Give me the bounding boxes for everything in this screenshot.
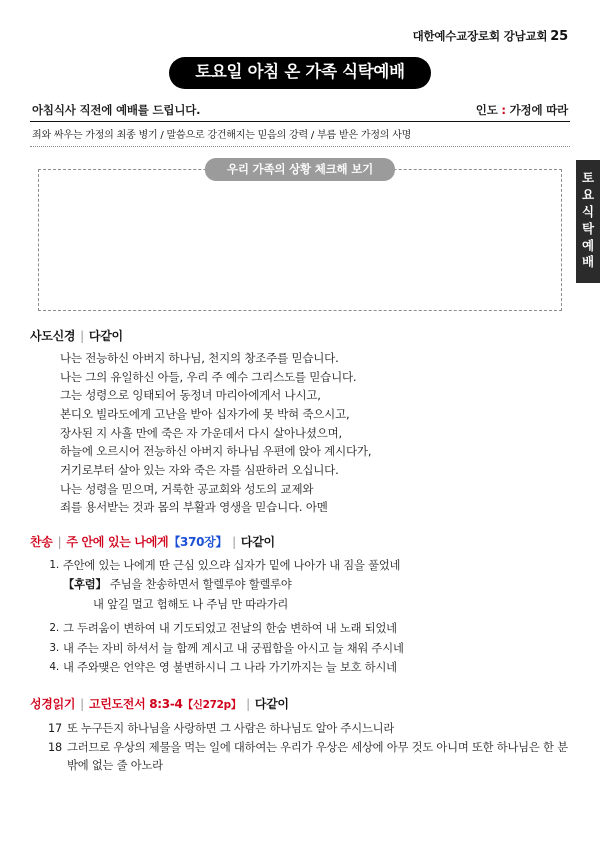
family-check-writing-area[interactable] bbox=[38, 169, 562, 311]
creed-line: 나는 그의 유일하신 아들, 우리 주 예수 그리스도를 믿습니다. bbox=[60, 369, 357, 384]
scripture-divider-2: | bbox=[246, 696, 250, 711]
scripture-verse-number: 17 bbox=[48, 721, 62, 735]
scripture-verse-number: 18 bbox=[48, 740, 62, 754]
creed-body bbox=[60, 349, 570, 517]
subtitle-row bbox=[30, 102, 570, 118]
title-row bbox=[30, 57, 570, 89]
creed-line: 죄를 용서받는 것과 몸의 부활과 영생을 믿습니다. 아멘 bbox=[60, 500, 328, 515]
hymn-refrain-label: 【후렴】 bbox=[63, 578, 107, 592]
creed-divider: | bbox=[80, 329, 84, 344]
hymn-verse-number: 3. bbox=[49, 641, 59, 654]
hymn-song-title: 주 안에 있는 나에게 bbox=[66, 534, 169, 549]
side-tab-saturday-table-worship bbox=[576, 160, 600, 283]
hymn-verse-text: 그 두려움이 변하여 내 기도되었고 전날의 한숨 변하여 내 노래 되었네 bbox=[63, 622, 397, 636]
creed-line: 하늘에 오르시어 전능하신 아버지 하나님 우편에 앉아 계시다가, bbox=[60, 444, 372, 459]
scripture-section bbox=[30, 695, 570, 775]
scripture-verse bbox=[44, 739, 570, 775]
scripture-verse-text: 그러므로 우상의 제물을 먹는 일에 대하여는 우리가 우상은 세상에 아무 것도 아니며 또한 하나님은 한 분밖에 없는 줄 아노라 bbox=[67, 740, 568, 772]
hymn-number: 【370장】 bbox=[168, 534, 228, 549]
hymn-verse-text: 내 주는 자비 하셔서 늘 함께 계시고 내 궁핍함을 아시고 늘 채워 주시네 bbox=[63, 641, 404, 655]
leader-value: 가정에 따라 bbox=[509, 103, 568, 118]
scripture-label: 성경읽기 bbox=[30, 696, 76, 711]
scripture-verse-text: 또 누구든지 하나님을 사랑하면 그 사람은 하나님도 알아 주시느니라 bbox=[67, 721, 395, 735]
instruction-text: 아침식사 직전에 예배를 드립니다. bbox=[32, 103, 201, 118]
creed-line: 그는 성령으로 잉태되어 동정녀 마리아에게서 나시고, bbox=[60, 388, 321, 403]
creed-title: 사도신경 bbox=[30, 329, 76, 344]
leader-colon-icon: : bbox=[497, 103, 510, 118]
creed-line: 본디오 빌라도에게 고난을 받아 십자가에 못 박혀 죽으시고, bbox=[60, 407, 350, 422]
page-number: 25 bbox=[550, 29, 568, 44]
leader-label: 인도 bbox=[475, 103, 498, 118]
leader-info bbox=[476, 102, 568, 118]
hymn-section bbox=[30, 533, 570, 677]
hymn-verse-text: 내 주와맺은 언약은 영 불변하시니 그 나라 가기까지는 늘 보호 하시네 bbox=[63, 661, 397, 675]
hymn-verse-text: 주안에 있는 나에게 딴 근심 있으랴 십자가 밑에 나아가 내 짐을 풀었네 bbox=[63, 558, 401, 572]
creed-line: 나는 전능하신 아버지 하나님, 천지의 창조주를 믿습니다. bbox=[60, 351, 339, 366]
hymn-refrain-text-1: 주님을 찬송하면서 할렐루야 할렐루야 bbox=[110, 578, 292, 592]
scripture-divider-1: | bbox=[80, 696, 84, 711]
hymn-refrain bbox=[63, 576, 570, 613]
side-tab-char-2: 식 bbox=[581, 203, 595, 219]
hymn-verse-number: 2. bbox=[49, 622, 59, 635]
creed-section bbox=[30, 327, 570, 517]
creed-heading bbox=[30, 327, 570, 344]
scripture-participant: 다같이 bbox=[254, 696, 289, 711]
hymn-verse-number: 4. bbox=[49, 661, 59, 674]
side-tab-char-1: 요 bbox=[581, 186, 595, 202]
creed-participant: 다같이 bbox=[88, 329, 123, 344]
church-name: 대한예수교장로회 강남교회 bbox=[412, 29, 548, 43]
creed-line: 나는 성령을 믿으며, 거룩한 공교회와 성도의 교제와 bbox=[60, 481, 314, 496]
hymn-title-label: 찬송 bbox=[30, 534, 53, 549]
theme-strip: 죄와 싸우는 가정의 최종 병기 / 말씀으로 강건해지는 믿음의 강력 / 부름 받은 가정의 사명 bbox=[30, 121, 570, 147]
hymn-refrain-line-2: 내 앞길 멀고 험해도 나 주님 만 따라가리 bbox=[93, 597, 289, 611]
hymn-verse bbox=[44, 640, 570, 658]
scripture-hymnal-page-ref: 【신272p】 bbox=[182, 698, 242, 711]
side-tab-char-4: 예 bbox=[581, 237, 595, 253]
hymn-divider-2: | bbox=[232, 534, 236, 549]
hymn-refrain-line-1 bbox=[63, 576, 570, 594]
page-header bbox=[30, 28, 568, 44]
page-title: 토요일 아침 온 가족 식탁예배 bbox=[169, 57, 430, 89]
hymn-heading bbox=[30, 533, 570, 550]
scripture-verse bbox=[44, 720, 570, 738]
side-tab-char-0: 토 bbox=[581, 170, 595, 185]
scripture-reference: 고린도전서 8:3-4 bbox=[88, 696, 183, 711]
hymn-participant: 다같이 bbox=[240, 534, 275, 549]
creed-line: 거기로부터 살아 있는 자와 죽은 자를 심판하러 오십니다. bbox=[60, 462, 339, 477]
hymn-verse-number: 1. bbox=[49, 558, 59, 571]
hymn-verse bbox=[44, 659, 570, 677]
hymn-verse bbox=[44, 557, 570, 575]
creed-line: 장사된 지 사흘 만에 죽은 자 가운데서 다시 살아나셨으며, bbox=[60, 425, 343, 440]
scripture-body bbox=[44, 720, 570, 775]
side-tab-char-3: 탁 bbox=[581, 220, 595, 236]
family-check-pill: 우리 가족의 상황 체크해 보기 bbox=[205, 158, 395, 181]
hymn-verse bbox=[44, 620, 570, 638]
hymn-verses bbox=[44, 557, 570, 677]
scripture-heading bbox=[30, 695, 570, 712]
hymn-divider-1: | bbox=[57, 534, 62, 549]
side-tab-char-5: 배 bbox=[581, 254, 595, 270]
family-check-section bbox=[30, 162, 570, 311]
